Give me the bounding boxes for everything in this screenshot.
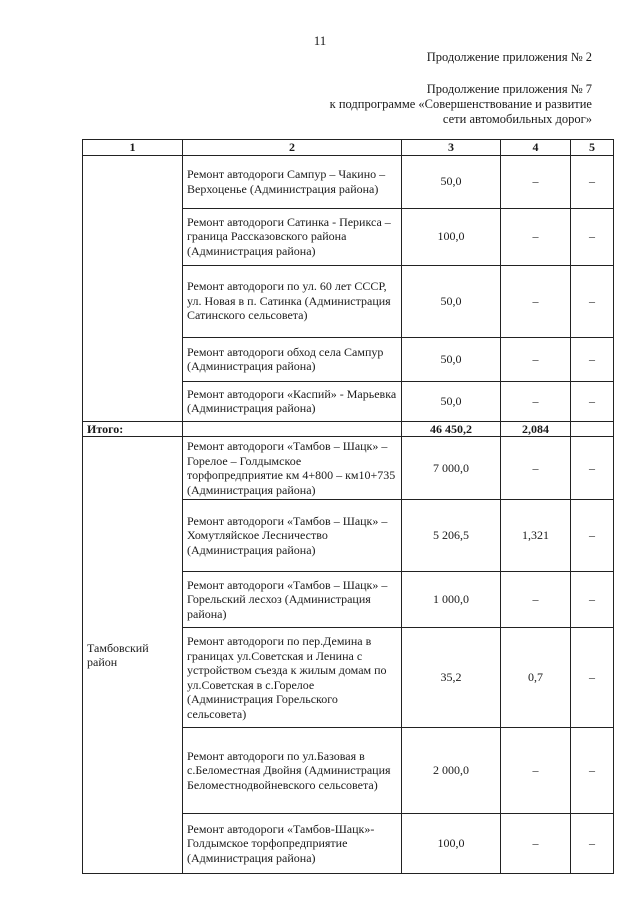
continuation-appendix-7 (330, 82, 592, 127)
road-name: Ремонт автодороги по пер.Демина в границах ул.Советская и Ленина с устройством съезда к жилым домам по ул.Советская в с.Горелое (Администрация Горельского сельсовета) (183, 628, 402, 728)
road-name: Ремонт автодороги «Тамбов – Шацк» – Горелое – Голдымское торфопредприятие км 4+800 – км10+735 (Администрация района) (183, 437, 402, 500)
road-name: Ремонт автодороги по ул.Базовая в с.Беломестная Двойня (Администрация Беломестнодвойневского сельсовета) (183, 728, 402, 814)
appendix-7-line3: сети автомобильных дорог» (442, 112, 592, 126)
col5-cell: – (571, 337, 614, 381)
district-cell: Тамбовский район (83, 437, 183, 874)
col5-cell: – (571, 208, 614, 265)
amount-cell: 100,0 (402, 208, 501, 265)
col4-cell: – (501, 381, 571, 421)
total-label: Итого: (83, 421, 183, 437)
amount-cell: 50,0 (402, 381, 501, 421)
amount-cell: 100,0 (402, 814, 501, 874)
column-header-2: 2 (183, 140, 402, 156)
col4-cell: – (501, 728, 571, 814)
column-header-1: 1 (83, 140, 183, 156)
total-amount: 46 450,2 (402, 421, 501, 437)
road-repair-table (82, 139, 614, 874)
amount-cell: 50,0 (402, 155, 501, 208)
column-header-5: 5 (571, 140, 614, 156)
total-col5 (571, 421, 614, 437)
table-row (83, 437, 614, 500)
appendix-7-line2: к подпрограмме «Совершенствование и развитие (329, 97, 592, 111)
col5-cell: – (571, 381, 614, 421)
page-number: 11 (313, 33, 327, 48)
col4-cell: – (501, 155, 571, 208)
amount-cell: 50,0 (402, 337, 501, 381)
col5-cell: – (571, 437, 614, 500)
total-empty-cell (183, 421, 402, 437)
col4-cell: – (501, 814, 571, 874)
col5-cell: – (571, 265, 614, 337)
table-row (83, 155, 614, 208)
col4-cell: – (501, 437, 571, 500)
road-name: Ремонт автодороги Сатинка - Перикса – граница Рассказовского района (Администрация района) (183, 208, 402, 265)
col5-cell: – (571, 572, 614, 628)
road-name: Ремонт автодороги «Тамбов – Шацк» – Горельский лесхоз (Администрация района) (183, 572, 402, 628)
col5-cell: – (571, 500, 614, 572)
road-name: Ремонт автодороги обход села Сампур (Администрация района) (183, 337, 402, 381)
col4-cell: – (501, 572, 571, 628)
col5-cell: – (571, 628, 614, 728)
road-name: Ремонт автодороги «Тамбов – Шацк» – Хомутляйское Лесничество (Администрация района) (183, 500, 402, 572)
col4-cell: – (501, 337, 571, 381)
road-name: Ремонт автодороги по ул. 60 лет СССР, ул. Новая в п. Сатинка (Администрация Сатинского сельсовета) (183, 265, 402, 337)
amount-cell: 5 206,5 (402, 500, 501, 572)
col5-cell: – (571, 814, 614, 874)
col5-cell: – (571, 728, 614, 814)
col4-cell: – (501, 208, 571, 265)
amount-cell: 2 000,0 (402, 728, 501, 814)
road-name: Ремонт автодороги Сампур – Чакино – Верхоценье (Администрация района) (183, 155, 402, 208)
road-name: Ремонт автодороги «Каспий» - Марьевка (Администрация района) (183, 381, 402, 421)
amount-cell: 7 000,0 (402, 437, 501, 500)
road-name: Ремонт автодороги «Тамбов-Шацк»- Голдымское торфопредприятие (Администрация района) (183, 814, 402, 874)
column-header-4: 4 (501, 140, 571, 156)
col4-cell: – (501, 265, 571, 337)
col4-cell: 1,321 (501, 500, 571, 572)
amount-cell: 35,2 (402, 628, 501, 728)
amount-cell: 50,0 (402, 265, 501, 337)
col5-cell: – (571, 155, 614, 208)
district-cell-empty (83, 155, 183, 421)
total-row (83, 421, 614, 437)
table-header-row (83, 140, 614, 156)
appendix-7-line1: Продолжение приложения № 7 (426, 82, 592, 96)
column-header-3: 3 (402, 140, 501, 156)
amount-cell: 1 000,0 (402, 572, 501, 628)
total-col4: 2,084 (501, 421, 571, 437)
col4-cell: 0,7 (501, 628, 571, 728)
continuation-appendix-2: Продолжение приложения № 2 (426, 50, 592, 64)
